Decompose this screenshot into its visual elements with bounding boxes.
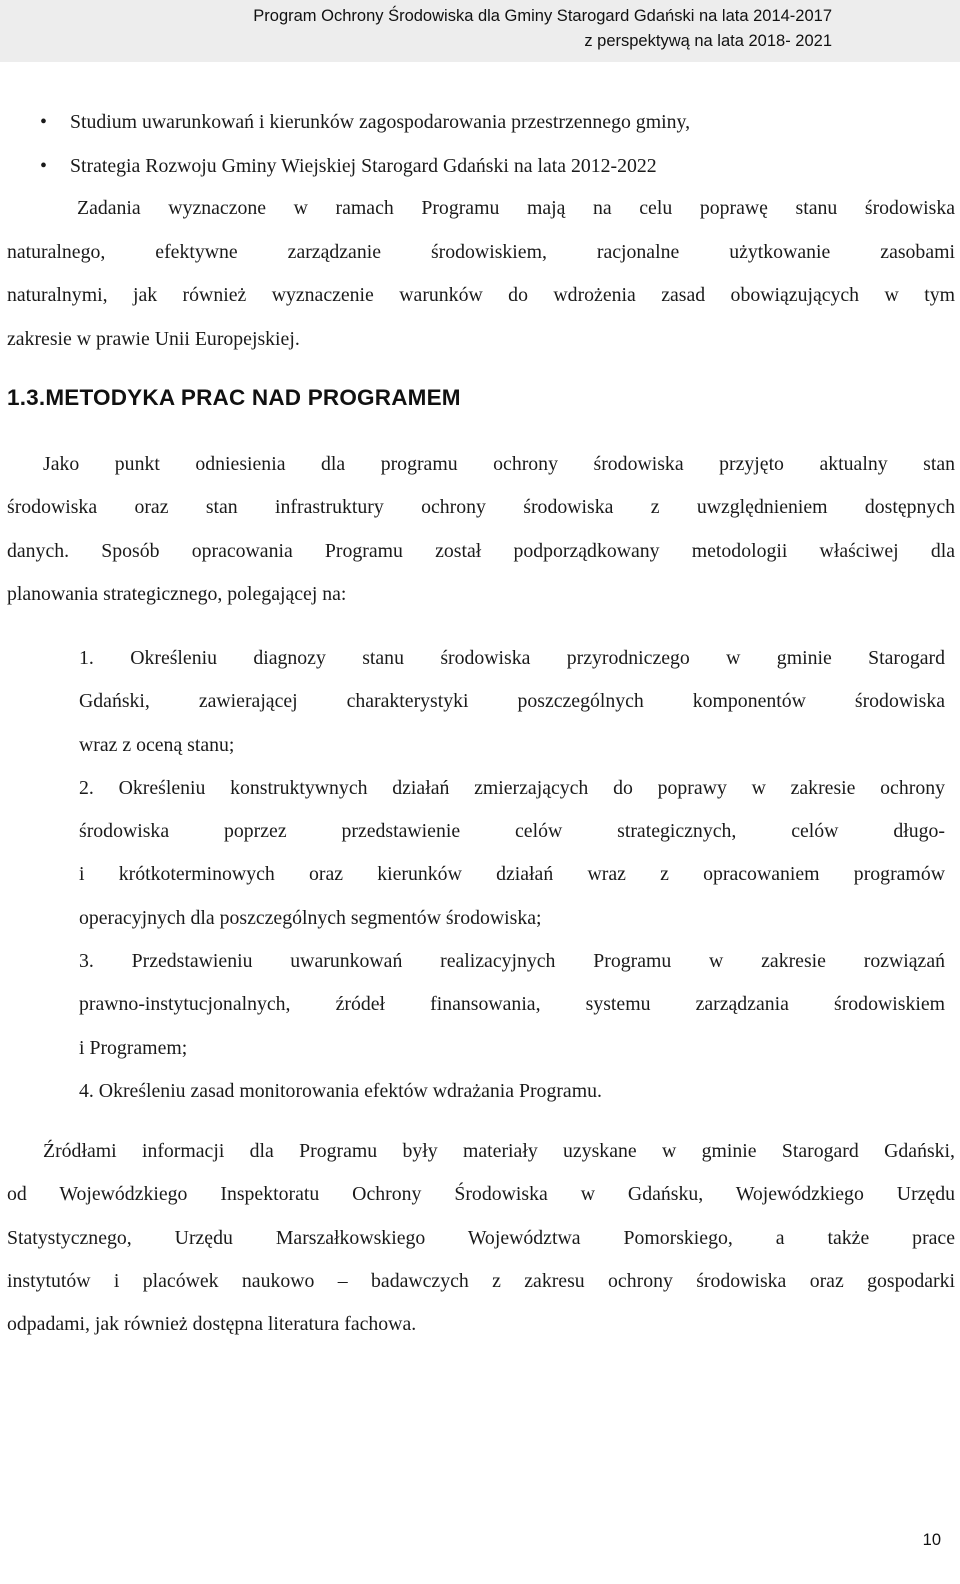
header-title-line1: Program Ochrony Środowiska dla Gminy Starogard Gdański na lata 2014-2017 — [253, 7, 832, 25]
paragraph-line: naturalnego, efektywne zarządzanie środowiskiem, racjonalne użytkowanie zasobami — [7, 240, 955, 263]
list-item-line: i krótkoterminowych oraz kierunków działań wraz z opracowaniem programów — [79, 863, 945, 886]
list-item-line: 1. Określeniu diagnozy stanu środowiska przyrodniczego w gminie Starogard — [79, 647, 945, 669]
paragraph-line: zakresie w prawie Unii Europejskiej. — [7, 327, 300, 350]
bullet-icon: • — [40, 155, 47, 177]
list-item-line: Gdański, zawierającej charakterystyki poszczególnych komponentów środowiska — [79, 690, 945, 713]
page-number: 10 — [922, 1531, 941, 1549]
numbered-list — [79, 637, 945, 1113]
list-item — [79, 1070, 945, 1113]
bullet-item — [40, 100, 940, 144]
list-item-line: środowiska poprzez przedstawienie celów strategicznych, celów długo- — [79, 820, 945, 843]
paragraph-methodology — [7, 443, 955, 616]
list-item-line: 2. Określeniu konstruktywnych działań zmierzających do poprawy w zakresie ochrony — [79, 776, 945, 799]
paragraph-line: od Wojewódzkiego Inspektoratu Ochrony Środowiska w Gdańsku, Wojewódzkiego Urzędu — [7, 1183, 955, 1206]
paragraph-line: Jako punkt odniesienia dla programu ochrony środowiska przyjęto aktualny stan — [43, 453, 955, 475]
paragraph-line: instytutów i placówek naukowo – badawczych z zakresu ochrony środowiska oraz gospodarki — [7, 1269, 955, 1292]
list-item-line: wraz z oceną stanu; — [79, 733, 235, 756]
list-item-line: 3. Przedstawieniu uwarunkowań realizacyjnych Programu w zakresie rozwiązań — [79, 950, 945, 973]
paragraph-line: Statystycznego, Urzędu Marszałkowskiego Województwa Pomorskiego, a także prace — [7, 1226, 955, 1249]
list-item — [79, 767, 945, 940]
paragraph-sources — [7, 1130, 955, 1346]
list-item-line: 4. Określeniu zasad monitorowania efektów wdrażania Programu. — [79, 1079, 602, 1102]
page-header — [0, 0, 960, 62]
section-heading: 1.3.METODYKA PRAC NAD PROGRAMEM — [7, 385, 461, 410]
paragraph-line: Zadania wyznaczone w ramach Programu mają na celu poprawę stanu środowiska — [77, 197, 955, 219]
bullet-icon: • — [40, 111, 47, 133]
list-item-line: operacyjnych dla poszczególnych segmentów środowiska; — [79, 906, 542, 929]
list-item — [79, 637, 945, 767]
paragraph-line: Źródłami informacji dla Programu były materiały uzyskane w gminie Starogard Gdański, — [43, 1140, 955, 1162]
paragraph-program-tasks — [7, 187, 955, 361]
bullet-item — [40, 144, 940, 188]
paragraph-line: odpadami, jak również dostępna literatura fachowa. — [7, 1313, 417, 1336]
header-title-line2: z perspektywą na lata 2018- 2021 — [584, 32, 832, 50]
bullet-text: Strategia Rozwoju Gminy Wiejskiej Starogard Gdański na lata 2012-2022 — [70, 155, 657, 177]
paragraph-line: środowiska oraz stan infrastruktury ochrony środowiska z uwzględnieniem dostępnych — [7, 496, 955, 519]
list-item-line: i Programem; — [79, 1036, 188, 1059]
paragraph-line: danych. Sposób opracowania Programu został podporządkowany metodologii właściwej dla — [7, 539, 955, 562]
paragraph-line: planowania strategicznego, polegającej na: — [7, 582, 347, 605]
bullet-list — [40, 100, 940, 188]
list-item-line: prawno-instytucjonalnych, źródeł finansowania, systemu zarządzania środowiskiem — [79, 993, 945, 1016]
list-item — [79, 940, 945, 1070]
paragraph-line: naturalnymi, jak również wyznaczenie warunków do wdrożenia zasad obowiązujących w tym — [7, 284, 955, 306]
bullet-text: Studium uwarunkowań i kierunków zagospodarowania przestrzennego gminy, — [70, 111, 691, 133]
